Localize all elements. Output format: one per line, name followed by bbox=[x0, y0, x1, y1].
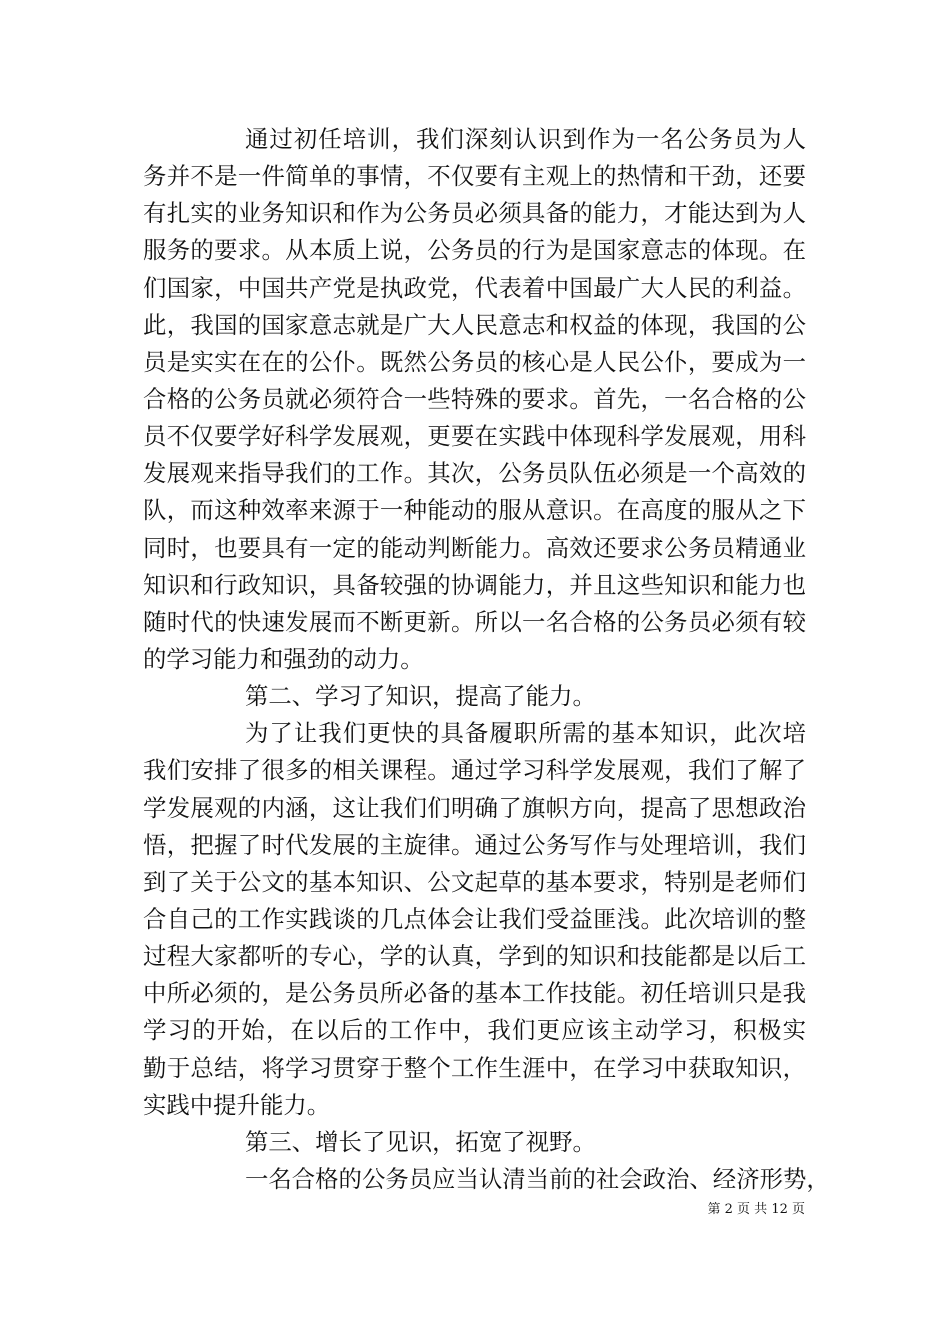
text-line: 第三、增长了见识，拓宽了视野。 bbox=[245, 1127, 596, 1156]
text-line: 知识和行政知识，具备较强的协调能力，并且这些知识和能力也 bbox=[143, 570, 806, 599]
document-body bbox=[143, 121, 830, 1198]
text-line: 过程大家都听的专心，学的认真，学到的知识和技能都是以后工 bbox=[143, 942, 806, 971]
text-line: 第二、学习了知识，提高了能力。 bbox=[245, 682, 596, 711]
page-number-footer: 第 2 页 共 12 页 bbox=[707, 1202, 805, 1217]
text-line: 们国家，中国共产党是执政党，代表着中国最广大人民的利益。 bbox=[143, 273, 806, 302]
text-line: 我们安排了很多的相关课程。通过学习科学发展观，我们了解了 bbox=[143, 756, 806, 785]
text-line: 发展观来指导我们的工作。其次，公务员队伍必须是一个高效的 bbox=[143, 459, 806, 488]
text-line: 通过初任培训，我们深刻认识到作为一名公务员为人 bbox=[245, 125, 806, 153]
paragraph bbox=[143, 1124, 806, 1161]
text-line: 随时代的快速发展而不断更新。所以一名合格的公务员必须有较 bbox=[143, 607, 806, 636]
paragraph bbox=[143, 121, 806, 678]
text-line: 学发展观的内涵，这让我们们明确了旗帜方向，提高了思想政治 bbox=[143, 793, 806, 822]
text-line: 为了让我们更快的具备履职所需的基本知识，此次培 bbox=[245, 719, 806, 748]
text-line: 勤于总结，将学习贯穿于整个工作生涯中，在学习中获取知识， bbox=[143, 1053, 806, 1082]
text-line: 学习的开始，在以后的工作中，我们更应该主动学习，积极实 bbox=[143, 1016, 806, 1045]
text-line: 员不仅要学好科学发展观，更要在实践中体现科学发展观，用科 bbox=[143, 422, 806, 451]
text-line: 到了关于公文的基本知识、公文起草的基本要求，特别是老师们 bbox=[143, 867, 806, 896]
text-line: 合格的公务员就必须符合一些特殊的要求。首先，一名合格的公 bbox=[143, 384, 806, 413]
text-line: 合自己的工作实践谈的几点体会让我们受益匪浅。此次培训的整 bbox=[143, 904, 806, 933]
text-line: 悟，把握了时代发展的主旋律。通过公务写作与处理培训，我们 bbox=[143, 830, 806, 859]
text-line: 队，而这种效率来源于一种能动的服从意识。在高度的服从之下 bbox=[143, 496, 806, 525]
text-line: 服务的要求。从本质上说，公务员的行为是国家意志的体现。在 bbox=[143, 236, 806, 265]
paragraph bbox=[143, 715, 806, 1124]
text-line: 员是实实在在的公仆。既然公务员的核心是人民公仆，要成为一 bbox=[143, 347, 806, 376]
text-line: 的学习能力和强劲的动力。 bbox=[143, 644, 424, 673]
text-line: 中所必须的，是公务员所必备的基本工作技能。初任培训只是我 bbox=[143, 979, 806, 1008]
paragraph bbox=[143, 1161, 830, 1198]
text-line: 务并不是一件简单的事情，不仅要有主观上的热情和干劲，还要 bbox=[143, 162, 806, 191]
text-line: 一名合格的公务员应当认清当前的社会政治、经济形势， bbox=[245, 1164, 830, 1193]
text-line: 此，我国的国家意志就是广大人民意志和权益的体现，我国的公 bbox=[143, 310, 806, 339]
text-line: 实践中提升能力。 bbox=[143, 1090, 331, 1119]
text-line: 同时，也要具有一定的能动判断能力。高效还要求公务员精通业 bbox=[143, 533, 806, 562]
text-line: 有扎实的业务知识和作为公务员必须具备的能力，才能达到为人 bbox=[143, 199, 806, 228]
paragraph bbox=[143, 678, 806, 715]
